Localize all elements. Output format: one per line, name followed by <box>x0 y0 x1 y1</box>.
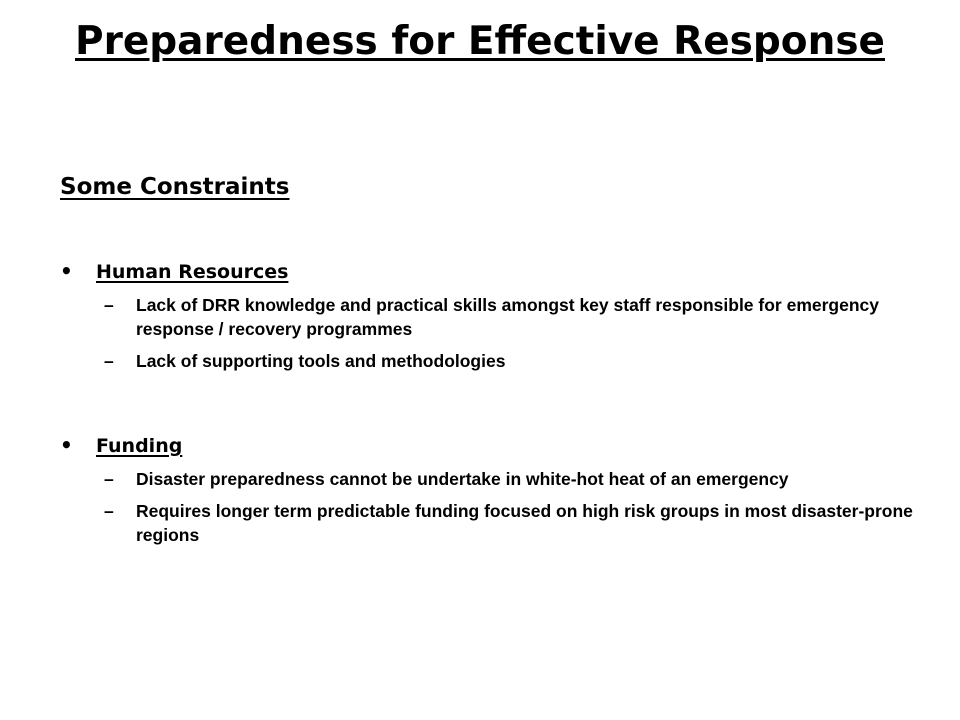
dash-icon: – <box>104 501 114 521</box>
sub-item <box>104 293 920 341</box>
slide-title: Preparedness for Effective Response <box>75 19 885 64</box>
sub-item <box>104 499 920 547</box>
bullet-label: Human Resources <box>96 261 289 283</box>
sub-item-text: Lack of supporting tools and methodologies <box>136 351 506 371</box>
slide-subtitle: Some Constraints <box>60 174 290 200</box>
bullet-funding <box>60 432 920 547</box>
bullet-heading <box>60 258 920 285</box>
sub-item <box>104 349 920 373</box>
sub-item-text: Requires longer term predictable funding focused on high risk groups in most disaster-prone regions <box>136 501 913 545</box>
dash-icon: – <box>104 351 114 371</box>
sub-item <box>104 467 920 491</box>
bullet-label: Funding <box>96 435 183 457</box>
dash-icon: – <box>104 295 114 315</box>
bullet-human-resources <box>60 258 920 373</box>
bullet-icon: • <box>60 433 73 457</box>
bullet-icon: • <box>60 259 73 283</box>
dash-icon: – <box>104 469 114 489</box>
sub-item-text: Lack of DRR knowledge and practical skills amongst key staff responsible for emergency response / recovery programmes <box>136 295 880 339</box>
sub-item-text: Disaster preparedness cannot be undertake in white-hot heat of an emergency <box>136 469 789 489</box>
bullet-heading <box>60 432 920 459</box>
